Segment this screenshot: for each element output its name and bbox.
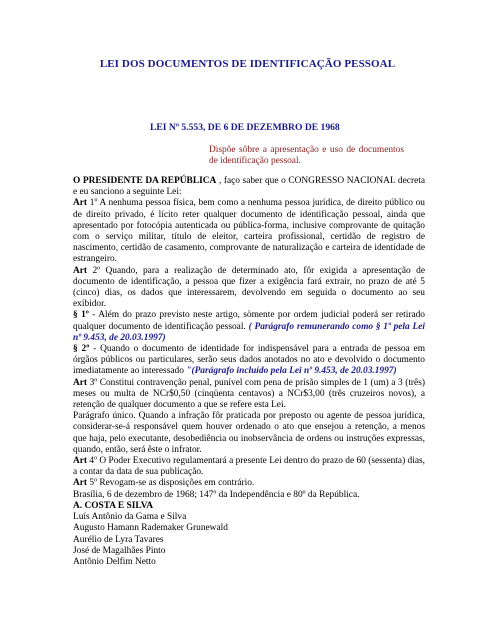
document-title: LEI DOS DOCUMENTOS DE IDENTIFICAÇÃO PESSOAL xyxy=(99,58,396,70)
article-4 xyxy=(73,456,425,478)
signatory-minister: Antônio Delfim Netto xyxy=(73,556,156,567)
article-2-paragraph-1-note: ( Parágrafo remunerando como § 1º pela Lei nº 9.453, de 20.03.1997) xyxy=(73,321,425,343)
article-1-text: 1º A nenhuma pessoa física, bem como a nenhuma pessoa jurídica, de direito público ou de direito privado, é lícito reter qualquer documento de identificação pessoal, ainda que apresentado por fotocópia autenticada ou pública-forma, inclusive comprovante de quitação com o serviço militar, título de eleitor, carteira profissional, certidão de registro de nascimento, certidão de casamento, comprovante de naturalização e carteira de identidade de estrangeiro. xyxy=(73,198,425,265)
article-2-paragraph-1 xyxy=(73,310,425,344)
article-2-paragraph-1-text: - Além do prazo previsto neste artigo, sòmente por ordem judicial poderá ser retirado qualquer documento de identificação pessoal. xyxy=(73,310,425,332)
article-5-label: Art xyxy=(73,478,88,489)
article-3-sole-paragraph: Parágrafo único. Quando a infração fôr praticada por preposto ou agente de pessoa jurídica, considerar-se-á responsável quem houver ordenado o ato que ensejou a retenção, a menos que haja, pelo executante, desobediência ou inobservância de ordens ou instruções expressas, quando, então, será êste o infrator. xyxy=(73,411,425,455)
article-2-paragraph-2-text: - Quando o documento de identidade for indispensável para a entrada de pessoa em órgãos públicos ou particulares, serão seus dados anotados no ato e devolvido o documento imediatamente ao interessado xyxy=(73,344,425,377)
preamble-text: , faço saber que o CONGRESSO NACIONAL decreta e eu sanciono a seguinte Lei: xyxy=(73,176,425,198)
article-3-label: Art xyxy=(73,377,88,388)
ementa: Dispõe sôbre a apresentação e uso de documentos de identificação pessoal. xyxy=(209,145,404,167)
article-2-label: Art xyxy=(73,265,88,276)
signatory-president: A. COSTA E SILVA xyxy=(73,500,154,511)
signatory-minister: Aurélio de Lyra Tavares xyxy=(73,534,164,545)
signatory-minister: Luís Antônio da Gama e Silva xyxy=(73,512,187,523)
article-2-paragraph-1-label: § 1º xyxy=(73,310,89,321)
article-3-text: 3º Constitui contravenção penal, punível com pena de prisão simples de 1 (um) a 3 (três) meses ou multa de NCr$0,50 (cinqüenta centavos) a NCr$3,00 (três cruzeiros novos), a retenção de qualquer documento a que se refere esta Lei. xyxy=(73,377,425,411)
signatory-minister: Augusto Hamann Rademaker Grunewald xyxy=(73,523,228,534)
article-4-text: 4º O Poder Executivo regulamentará a presente Lei dentro do prazo de 60 (sessenta) dias, a contar da data de sua publicação. xyxy=(73,456,425,478)
article-5 xyxy=(73,478,425,489)
law-body xyxy=(73,176,425,568)
article-2 xyxy=(73,266,425,311)
article-2-paragraph-2-label: § 2º xyxy=(73,344,90,355)
closing-date: Brasília, 6 de dezembro de 1968; 147º da Independência e 80º da República. xyxy=(73,489,360,500)
article-2-text: 2º Quando, para a realização de determinado ato, fôr exigida a apresentação de documento de identificação, a pessoa que fizer a exigência fará extrair, no prazo de até 5 (cinco) dias, os dados que interessarem, devolvendo em seguida o documento ao seu exibidor. xyxy=(73,265,425,310)
preamble xyxy=(73,176,425,198)
article-2-paragraph-2-note: "(Parágrafo incluído pela Lei nº 9.453, de 20.03.1997) xyxy=(186,366,397,377)
article-1 xyxy=(73,198,425,265)
signatory-minister: José de Magalhães Pinto xyxy=(73,545,166,556)
article-2-paragraph-2 xyxy=(73,344,425,378)
article-3 xyxy=(73,378,425,412)
article-5-text: 5º Revogam-se as disposições em contrário. xyxy=(87,478,255,489)
article-1-label: Art xyxy=(73,198,88,209)
preamble-lead: O PRESIDENTE DA REPÚBLICA xyxy=(73,176,217,186)
law-number-heading: LEI Nº 5.553, DE 6 DE DEZEMBRO DE 1968 xyxy=(150,122,340,133)
article-4-label: Art xyxy=(73,456,88,467)
